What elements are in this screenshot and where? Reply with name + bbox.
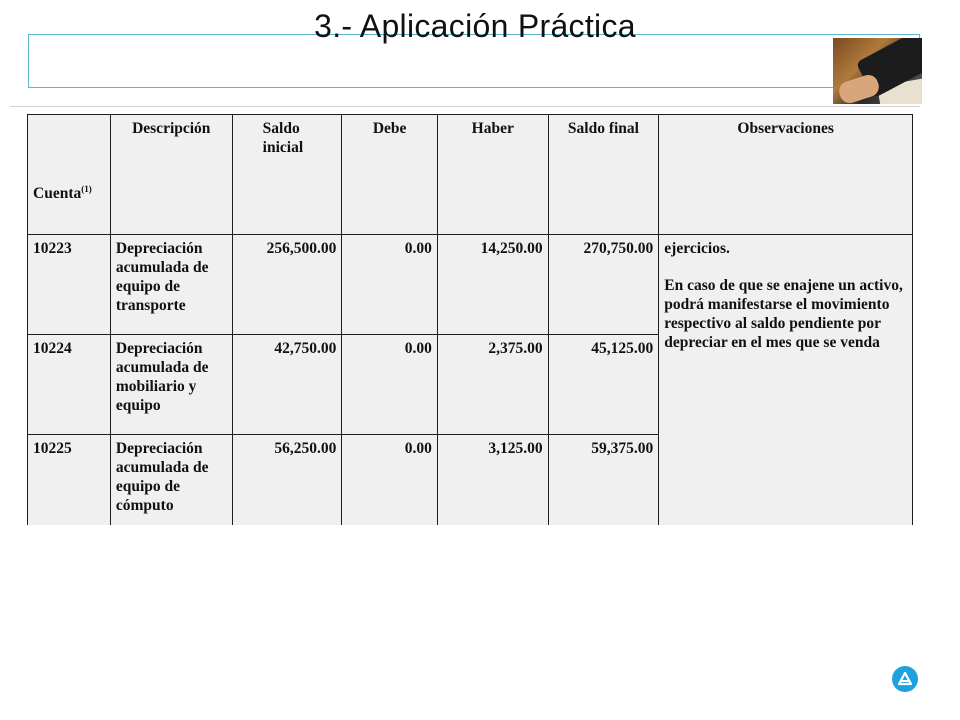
cell-saldo-inicial: 42,750.00 [232,335,342,435]
title-divider [10,106,920,107]
company-logo-icon [892,666,918,692]
cell-haber: 14,250.00 [437,235,548,335]
cell-haber: 3,125.00 [437,435,548,526]
cell-saldo-final: 59,375.00 [548,435,659,526]
header-saldo-final: Saldo final [548,115,659,235]
header-observaciones: Observaciones [659,115,913,235]
header-debe: Debe [342,115,438,235]
balance-table [27,114,913,525]
cell-descripcion: Depreciación acumulada de equipo de cómputo [110,435,232,526]
header-cuenta: Cuenta$^{(1)}$ [28,115,111,235]
cell-debe: 0.00 [342,435,438,526]
cell-haber: 2,375.00 [437,335,548,435]
table-image [27,114,913,525]
cell-cuenta: 10225 [28,435,111,526]
cell-saldo-inicial: 256,500.00 [232,235,342,335]
cell-descripcion: Depreciación acumulada de mobiliario y equipo [110,335,232,435]
header-haber: Haber [437,115,548,235]
cell-cuenta: 10223 [28,235,111,335]
header-saldo-inicial: Saldo inicial [232,115,342,235]
cell-descripcion: Depreciación acumulada de equipo de transporte [110,235,232,335]
cell-saldo-final: 45,125.00 [548,335,659,435]
cell-observaciones [659,235,913,526]
observaciones-line-2: En caso de que se enajene un activo, podrá manifestarse el movimiento respectivo al saldo pendiente por depreciar en el mes que se venda [664,277,903,351]
cell-debe: 0.00 [342,335,438,435]
observaciones-line-1: ejercicios. [664,240,730,257]
cell-debe: 0.00 [342,235,438,335]
table-header-row [28,115,913,235]
title-photo-image [833,38,922,104]
table-row [28,235,913,335]
cell-saldo-inicial: 56,250.00 [232,435,342,526]
cell-saldo-final: 270,750.00 [548,235,659,335]
slide-title: 3.- Aplicación Práctica [314,8,636,44]
header-descripcion: Descripción [110,115,232,235]
cell-cuenta: 10224 [28,335,111,435]
photo-hand [837,72,882,104]
